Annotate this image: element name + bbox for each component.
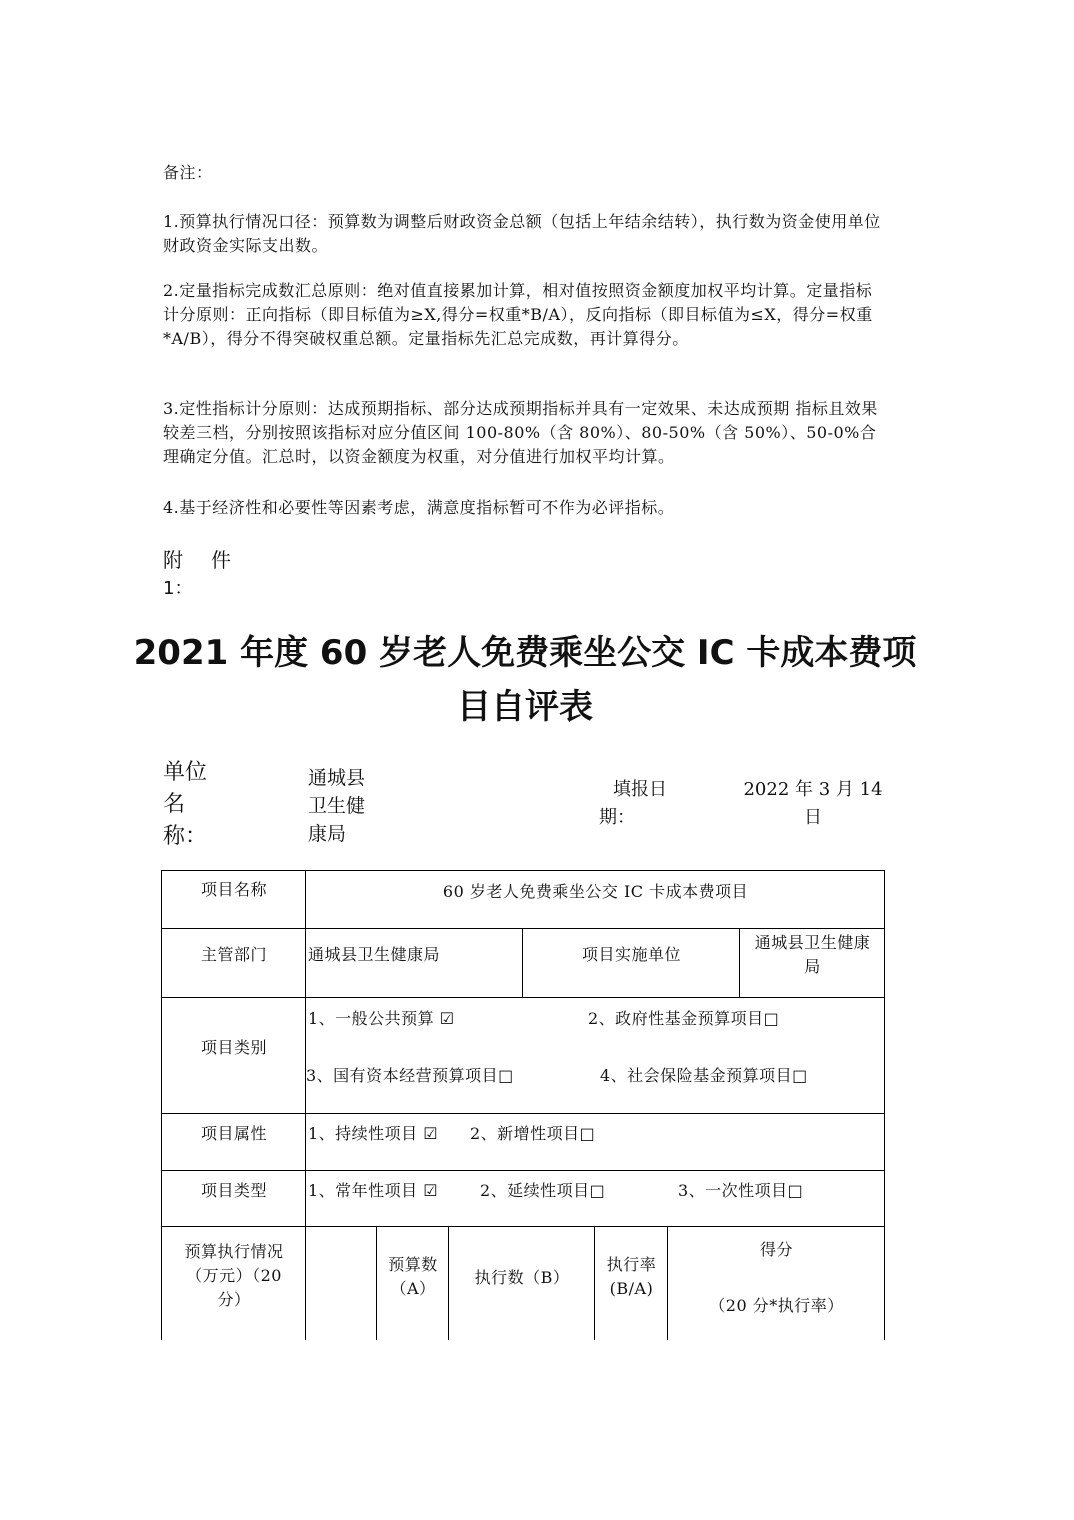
table-border xyxy=(161,1113,885,1114)
table-border xyxy=(594,1226,595,1340)
score-header: 得分 （20 分*执行率） xyxy=(709,1240,844,1315)
executed-amount-header: 执行数（B） xyxy=(474,1268,570,1287)
table-border xyxy=(884,870,885,1340)
attribute-option-1: 1、持续性项目 ☑ xyxy=(308,1124,439,1143)
budget-execution-label: 预算执行情况 （万元）（20 分） xyxy=(184,1242,284,1309)
impl-unit-label: 项目实施单位 xyxy=(581,945,681,964)
type-option-1: 1、常年性项目 ☑ xyxy=(308,1181,439,1200)
type-label: 项目类型 xyxy=(200,1181,267,1200)
project-name-value: 60 岁老人免费乘坐公交 IC 卡成本费项目 xyxy=(442,882,749,901)
table-border xyxy=(305,870,306,1340)
page-title-line-2: 目自评表 xyxy=(457,687,593,727)
table-border xyxy=(667,1226,668,1340)
note-item-1: 1.预算执行情况口径：预算数为调整后财政资金总额（包括上年结余结转），执行数为资金使用单位财政资金实际支出数。 xyxy=(163,212,881,255)
dept-value: 通城县卫生健康局 xyxy=(308,945,441,964)
type-option-2: 2、延续性项目□ xyxy=(480,1181,606,1200)
category-option-3: 3、国有资本经营预算项目□ xyxy=(306,1066,514,1085)
impl-unit-value: 通城县卫生健康 局 xyxy=(754,933,871,976)
note-item-3: 3.定性指标计分原则：达成预期指标、部分达成预期指标并具有一定效果、未达成预期 指标且效果较差三档，分别按照该指标对应分值区间 100-80%（含 80%）、80-50%（含 50%）、50-0%合理确定分值。汇总时，以资金额度为权重，对分值进行加权平均计算。 xyxy=(163,399,878,466)
unit-name-value: 通城县 卫生健 康局 xyxy=(308,767,366,845)
table-border xyxy=(161,1226,885,1227)
category-option-1: 1、一般公共预算 ☑ xyxy=(308,1009,455,1028)
budget-amount-header: 预算数 （A） xyxy=(388,1255,438,1298)
project-name-label: 项目名称 xyxy=(200,880,267,899)
category-option-2: 2、政府性基金预算项目□ xyxy=(588,1009,780,1028)
table-border xyxy=(448,1226,449,1340)
note-item-2: 2.定量指标完成数汇总原则：绝对值直接累加计算，相对值按照资金额度加权平均计算。定量指标计分原则：正向指标（即目标值为≥X,得分=权重*B/A），反向指标（即目标值为≤X，得分=权重*A/B），得分不得突破权重总额。定量指标先汇总完成数，再计算得分。 xyxy=(163,281,873,348)
table-border xyxy=(161,870,162,1340)
table-border xyxy=(522,928,523,997)
report-date-label: 填报日 期： xyxy=(599,779,667,828)
table-border xyxy=(376,1226,377,1340)
page-title-line-1: 2021 年度 60 岁老人免费乘坐公交 IC 卡成本费项 xyxy=(133,633,917,673)
category-label: 项目类别 xyxy=(200,1038,267,1057)
report-date-value: 2022 年 3 月 14 日 xyxy=(743,779,883,828)
unit-name-label: 单位 名 称： xyxy=(163,760,208,849)
type-option-3: 3、一次性项目□ xyxy=(678,1181,804,1200)
table-border xyxy=(161,928,885,929)
notes-title: 备注： xyxy=(163,163,213,182)
table-border xyxy=(161,1170,885,1171)
note-item-4: 4.基于经济性和必要性等因素考虑，满意度指标暂可不作为必评指标。 xyxy=(163,498,675,517)
attribute-label: 项目属性 xyxy=(200,1124,267,1143)
table-border xyxy=(739,928,740,997)
attribute-option-2: 2、新增性项目□ xyxy=(470,1124,596,1143)
category-option-4: 4、社会保险基金预算项目□ xyxy=(600,1066,808,1085)
attachment-label: 附 件 xyxy=(163,548,235,572)
attachment-number: 1： xyxy=(163,578,193,599)
table-border xyxy=(161,870,885,871)
table-border xyxy=(161,997,885,998)
dept-label: 主管部门 xyxy=(200,945,267,964)
execution-rate-header: 执行率 (B/A) xyxy=(606,1255,657,1298)
